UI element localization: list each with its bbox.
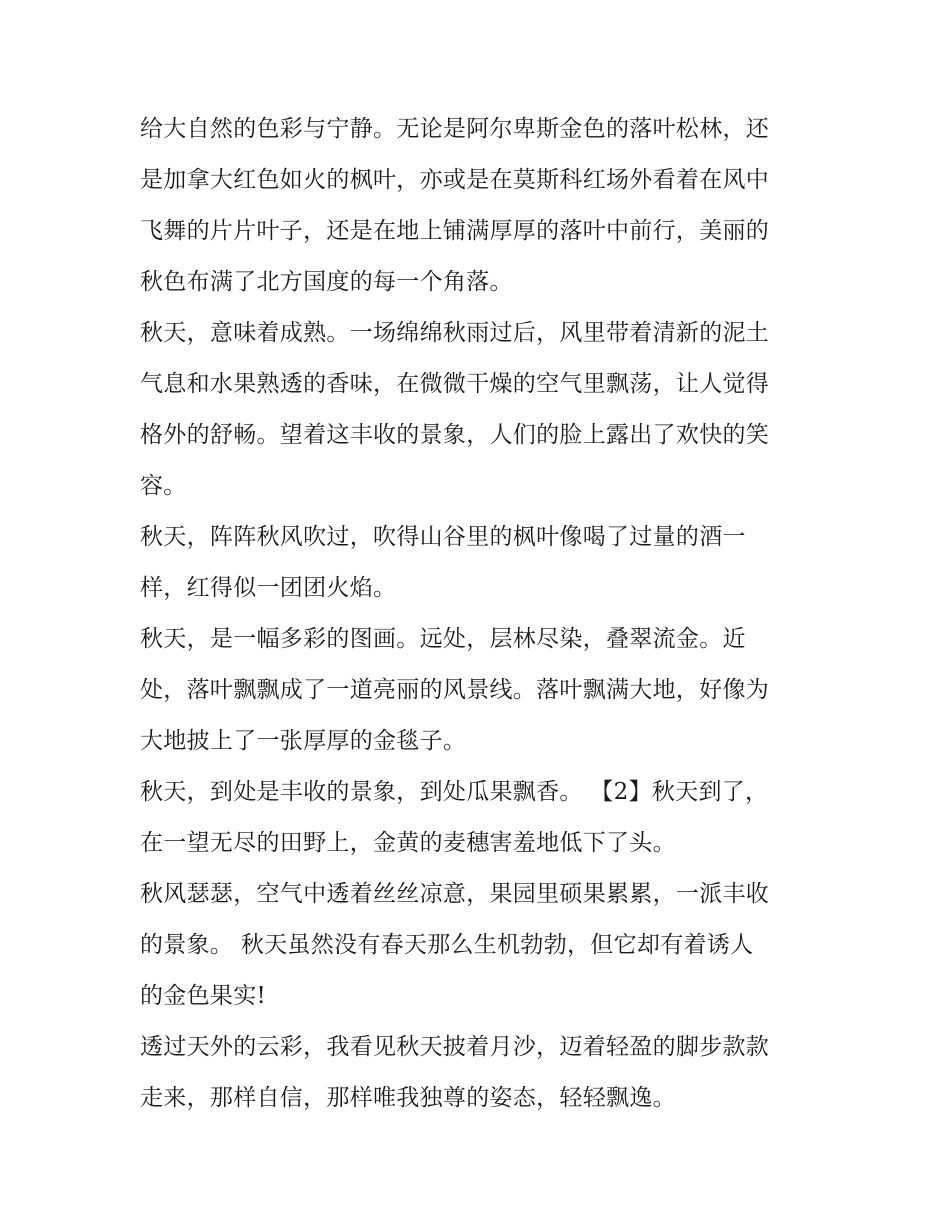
text-line: 秋天，阵阵秋风吹过，吹得山谷里的枫叶像喝了过量的酒一 (140, 524, 746, 550)
text-line: 秋天，是一幅多彩的图画。远处，层林尽染，叠翠流金。近 (140, 626, 746, 652)
text-line: 容。 (140, 473, 187, 499)
text-line: 秋天，意味着成熟。一场绵绵秋雨过后，风里带着清新的泥土 (140, 320, 770, 346)
text-line: 在一望无尽的田野上，金黄的麦穗害羞地低下了头。 (140, 830, 676, 856)
text-line: 飞舞的片片叶子，还是在地上铺满厚厚的落叶中前行，美丽的 (140, 218, 770, 244)
text-line: 秋色布满了北方国度的每一个角落。 (140, 269, 513, 295)
text-line: 透过天外的云彩，我看见秋天披着月沙，迈着轻盈的脚步款款 (140, 1034, 770, 1060)
text-line: 给大自然的色彩与宁静。无论是阿尔卑斯金色的落叶松林，还 (140, 116, 770, 142)
text-line: 大地披上了一张厚厚的金毯子。 (140, 728, 467, 754)
text-line: 秋风瑟瑟，空气中透着丝丝凉意，果园里硕果累累，一派丰收 (140, 881, 770, 907)
document-body (140, 104, 812, 1124)
text-line: 样，红得似一团团火焰。 (140, 575, 397, 601)
text-line: 气息和水果熟透的香味，在微微干燥的空气里飘荡，让人觉得 (140, 371, 770, 397)
text-line: 秋天，到处是丰收的景象，到处瓜果飘香。 【2】秋天到了， (140, 779, 769, 805)
text-line: 的景象。 秋天虽然没有春天那么生机勃勃，但它却有着诱人 (140, 932, 754, 958)
text-line: 格外的舒畅。望着这丰收的景象，人们的脸上露出了欢快的笑 (140, 422, 770, 448)
text-line: 的金色果实! (140, 983, 267, 1009)
text-line: 是加拿大红色如火的枫叶，亦或是在莫斯科红场外看着在风中 (140, 167, 770, 193)
text-line: 处，落叶飘飘成了一道亮丽的风景线。落叶飘满大地，好像为 (140, 677, 770, 703)
text-line: 走来，那样自信，那样唯我独尊的姿态，轻轻飘逸。 (140, 1085, 676, 1111)
